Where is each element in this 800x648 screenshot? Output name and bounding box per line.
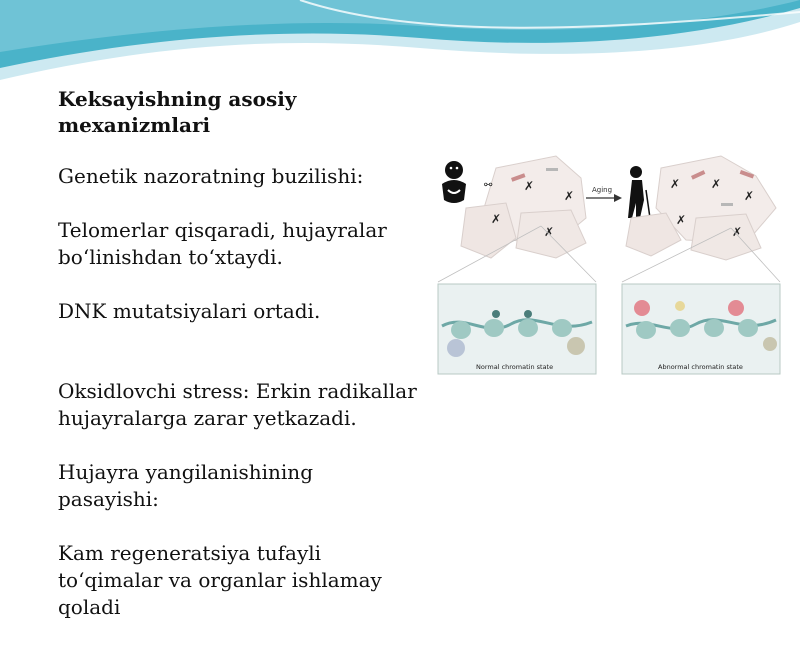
normal-chromatin-panel xyxy=(438,284,596,374)
svg-text:✗: ✗ xyxy=(544,225,555,239)
svg-text:✗: ✗ xyxy=(564,189,575,203)
young-cell-cluster xyxy=(461,156,586,258)
svg-text:⚯: ⚯ xyxy=(484,180,493,191)
svg-text:✗: ✗ xyxy=(711,177,722,191)
paragraph-telomeres: Telomerlar qisqaradi, hujayralar bo‘linishdan to‘xtaydi. xyxy=(58,218,387,269)
svg-text:✗: ✗ xyxy=(670,177,681,191)
paragraph-cell-renewal: Hujayra yangilanishining pasayishi: xyxy=(58,460,313,511)
paragraph-dna-mutations: DNK mutatsiyalari ortadi. xyxy=(58,299,321,323)
svg-text:✗: ✗ xyxy=(491,212,502,226)
slide-text-column xyxy=(58,86,418,648)
paragraph-genetic-control: Genetik nazoratning buzilishi: xyxy=(58,164,364,188)
aging-arrow-label: Aging xyxy=(592,186,613,194)
header-wave-decoration xyxy=(0,0,800,100)
abnormal-chromatin-panel xyxy=(622,284,780,374)
svg-text:✗: ✗ xyxy=(676,213,687,227)
paragraph-oxidative-stress: Oksidlovchi stress: Erkin radikallar hujayralarga zarar yetkazadi. xyxy=(58,379,417,430)
aging-arrow xyxy=(586,186,622,202)
svg-text:✗: ✗ xyxy=(524,179,535,193)
svg-text:✗: ✗ xyxy=(744,189,755,203)
svg-text:✗: ✗ xyxy=(732,225,743,239)
aging-chromatin-illustration xyxy=(436,148,786,378)
slide-title: Keksayishning asosiy mexanizmlari xyxy=(58,87,297,137)
baby-icon xyxy=(442,161,466,203)
normal-chromatin-caption: Normal chromatin state xyxy=(476,363,554,371)
abnormal-chromatin-caption: Abnormal chromatin state xyxy=(658,363,743,371)
paragraph-regeneration: Kam regeneratsiya tufayli to‘qimalar va organlar ishlamay qoladi xyxy=(58,541,382,619)
elderly-person-icon xyxy=(628,166,650,218)
